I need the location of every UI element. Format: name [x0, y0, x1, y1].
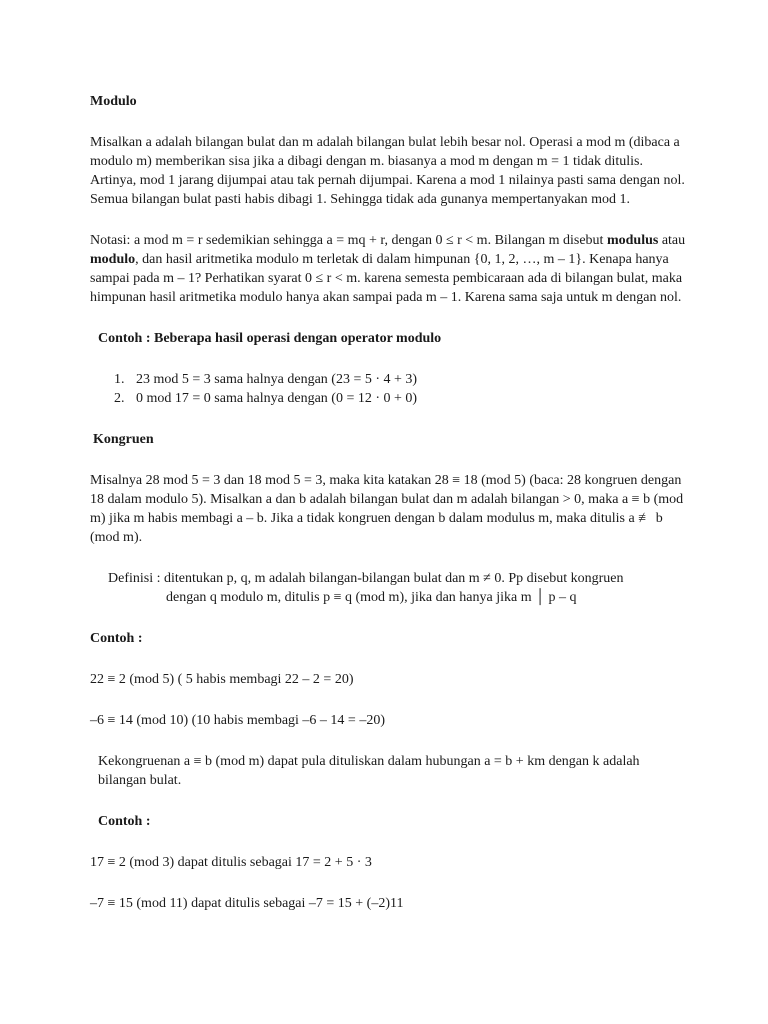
section-title-modulo: Modulo — [90, 94, 137, 109]
definition-block — [90, 569, 690, 607]
list-item — [90, 389, 690, 408]
notation-text-3: , dan hasil aritmetika modulo m terletak di dalam himpunan {0, 1, 2, …, m – 1}. Kenapa hanya sampai pada m – 1? Perhatikan syarat 0 ≤ r < m. karena semesta pembicaraan ada di bilangan bulat, maka himpunan hasil aritmetika modulo hanya akan sampai pada m – 1. Karena sama saja untuk m dengan nol. — [90, 252, 683, 305]
list-item-text: 0 mod 17 = 0 sama halnya dengan (0 = 12 · 0 + 0) — [136, 391, 418, 406]
notation-text-1: Notasi: a mod m = r sedemikian sehingga a = mq + r, dengan 0 ≤ r < m. Bilangan m disebut — [90, 233, 607, 248]
notation-term-modulus: modulus — [606, 233, 659, 248]
contoh-3-line-1: 17 ≡ 2 (mod 3) dapat ditulis sebagai 17 = 2 + 5 · 3 — [90, 855, 372, 870]
kongruen-paragraph: Misalnya 28 mod 5 = 3 dan 18 mod 5 = 3, maka kita katakan 28 ≡ 18 (mod 5) (baca: 28 kongruen dengan 18 dalam modulo 5). Misalkan a dan b adalah bilangan bulat dan m adalah bilangan > 0, maka a ≡ b (mod m) jika m habis membagi a – b. Jika a tidak kongruen dengan b dalam modulus m, maka ditulis a ≢ b (mod m). — [90, 473, 684, 545]
contoh-heading-2: Contoh : — [90, 631, 143, 646]
example-list — [90, 370, 690, 408]
section-title-kongruen: Kongruen — [93, 432, 154, 447]
definition-line-1: Definisi : ditentukan p, q, m adalah bilangan-bilangan bulat dan m ≠ 0. Pp disebut kongruen — [108, 571, 624, 586]
list-item — [90, 370, 690, 389]
intro-paragraph: Misalkan a adalah bilangan bulat dan m adalah bilangan bulat lebih besar nol. Operasi a mod m (dibaca a modulo m) memberikan sisa jika a dibagi dengan m. biasanya a mod m dengan m = 1 tidak ditulis. Artinya, mod 1 jarang dijumpai atau tak pernah dijumpai. Karena a mod 1 nilainya pasti sama dengan nol. Semua bilangan bulat pasti habis dibagi 1. Sehingga tidak ada gunanya mempertanyakan mod 1. — [90, 135, 685, 207]
list-item-number: 1. — [114, 372, 125, 387]
notation-paragraph — [90, 231, 690, 307]
notation-term-modulo: modulo — [90, 252, 136, 267]
definition-line-2: dengan q modulo m, ditulis p ≡ q (mod m), jika dan hanya jika m │ p – q — [166, 590, 577, 605]
list-item-number: 2. — [114, 391, 125, 406]
notation-text-2: atau — [658, 233, 686, 248]
contoh-heading-3: Contoh : — [98, 814, 151, 829]
kekongruenan-paragraph: Kekongruenan a ≡ b (mod m) dapat pula dituliskan dalam hubungan a = b + km dengan k adalah bilangan bulat. — [98, 754, 640, 788]
example-heading: Contoh : Beberapa hasil operasi dengan operator modulo — [98, 331, 442, 346]
contoh-2-line-1: 22 ≡ 2 (mod 5) ( 5 habis membagi 22 – 2 = 20) — [90, 672, 354, 687]
list-item-text: 23 mod 5 = 3 sama halnya dengan (23 = 5 · 4 + 3) — [136, 372, 418, 387]
document-page — [90, 92, 690, 913]
contoh-2-line-2: –6 ≡ 14 (mod 10) (10 habis membagi –6 – 14 = –20) — [90, 713, 385, 728]
contoh-3-line-2: –7 ≡ 15 (mod 11) dapat ditulis sebagai –7 = 15 + (–2)11 — [90, 896, 404, 911]
